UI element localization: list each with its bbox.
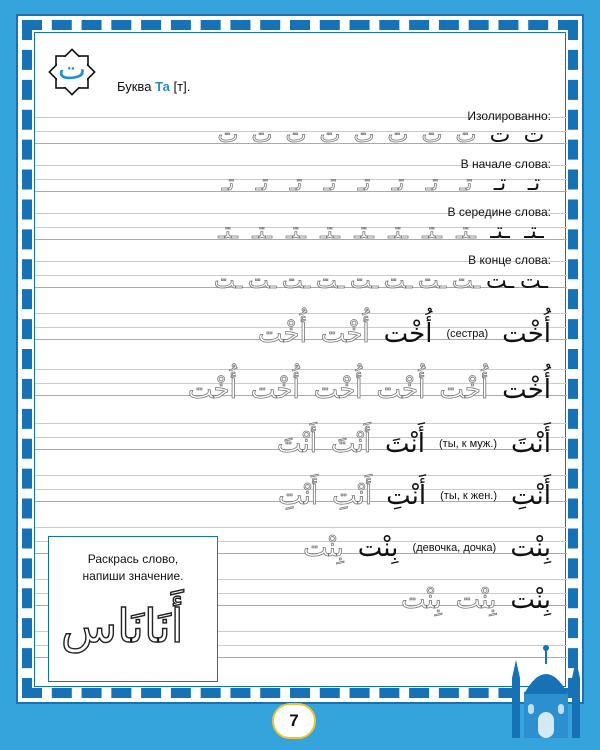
- letter-sample: تـ: [493, 171, 507, 196]
- letter-trace: ـتـ: [286, 219, 306, 244]
- letter-trace: ـتـ: [354, 219, 374, 244]
- letter-trace: ـتـ: [252, 219, 272, 244]
- ruled-line: [35, 423, 567, 424]
- word-row-you-fem: [278, 481, 551, 511]
- word-row-girl: [303, 533, 551, 563]
- letter-sample: ت: [489, 123, 511, 148]
- word-trace: أُخْت: [320, 319, 370, 349]
- letter-trace: ـتـ: [320, 219, 340, 244]
- letter-trace: تـ: [459, 171, 473, 196]
- word-sample: أُخْت: [502, 319, 551, 349]
- letter-sample: تـ: [527, 171, 541, 196]
- word-trace: أُخْت: [188, 375, 237, 405]
- word-trace: أَنْتَ: [331, 429, 372, 459]
- word-trace: بِنْت: [455, 585, 497, 615]
- page-number: 7: [272, 703, 316, 739]
- letter-trace: تـ: [289, 171, 303, 196]
- coloring-instruction: [49, 551, 217, 585]
- coloring-task-box: [48, 536, 218, 682]
- word-sample: أَنْتِ: [511, 481, 551, 511]
- letter-name: Та: [155, 79, 170, 94]
- form-label-initial: В начале слова:: [460, 157, 551, 171]
- word-trace: بِنْت: [401, 585, 442, 615]
- letter-trace: تـ: [357, 171, 371, 196]
- letter-sample: ـتـ: [490, 219, 510, 244]
- letter-sample: ت: [523, 123, 545, 148]
- letter-trace: ـتـ: [388, 219, 408, 244]
- ruled-line: [35, 369, 567, 370]
- instruction-line: напиши значение.: [82, 569, 184, 583]
- word-trace: بِنْت: [303, 533, 344, 563]
- word-meaning: (девочка, дочка): [412, 542, 497, 554]
- letter-trace: ـت: [417, 269, 447, 294]
- ruled-line: [35, 313, 567, 314]
- letter-sample: ـتـ: [524, 219, 544, 244]
- letter-trace: ـتـ: [422, 219, 442, 244]
- word-trace: أَنْتِ: [332, 481, 373, 511]
- word-copy: أَنْتِ: [386, 481, 427, 511]
- word-meaning: (ты, к муж.): [439, 438, 497, 450]
- word-trace: أَنْتِ: [278, 481, 319, 511]
- letter-trace: ـت: [213, 269, 243, 294]
- letter-prefix: Буква: [117, 79, 152, 94]
- word-trace: أُخْت: [439, 375, 489, 405]
- word-copy: أَنْتَ: [385, 429, 426, 459]
- letter-trace: ت: [285, 123, 307, 148]
- letter-trace: تـ: [323, 171, 337, 196]
- letter-trace: ـت: [315, 269, 345, 294]
- letter-trace: ت: [353, 123, 375, 148]
- letter-sample: ـت: [485, 269, 515, 294]
- ruled-line: [35, 475, 567, 476]
- header-letter-glyph: ت: [57, 52, 87, 87]
- word-sample: أُخْت: [502, 375, 551, 405]
- word-meaning: (сестра): [446, 328, 489, 340]
- letter-trace: تـ: [425, 171, 439, 196]
- letter-trace: ت: [319, 123, 341, 148]
- ruled-line: [35, 527, 567, 528]
- word-trace: أُخْت: [250, 375, 300, 405]
- word-sample: بِنْت: [510, 585, 551, 615]
- word-trace: أُخْت: [313, 375, 363, 405]
- letter-sample: ـت: [519, 269, 549, 294]
- form-label-isolated: Изолированно:: [467, 109, 551, 123]
- word-trace: أَنْتَ: [277, 429, 318, 459]
- form-label-medial: В середине слова:: [447, 205, 551, 219]
- letter-trace: تـ: [255, 171, 269, 196]
- letter-trace: ت: [421, 123, 443, 148]
- word-sample: أَنْتَ: [511, 429, 551, 459]
- outline-word-to-color[interactable]: أَنَانَاس: [61, 599, 184, 653]
- word-row-girl-trace: [401, 585, 551, 615]
- form-label-final: В конце слова:: [468, 253, 551, 267]
- word-trace: أُخْت: [376, 375, 426, 405]
- letter-trace: ـت: [451, 269, 481, 294]
- letter-trace: ت: [217, 123, 239, 148]
- letter-trace: ـت: [383, 269, 413, 294]
- word-row-sister-trace: [188, 375, 551, 405]
- instruction-line: Раскрась слово,: [87, 552, 179, 566]
- mosque-icon: [506, 628, 586, 738]
- word-row-you-masc: [277, 429, 551, 459]
- word-row-sister: [258, 319, 551, 349]
- letter-trace: ت: [251, 123, 273, 148]
- letter-trace: تـ: [391, 171, 405, 196]
- word-sample: بِنْت: [510, 533, 551, 563]
- letter-trace: ـت: [349, 269, 379, 294]
- letter-trace: ـتـ: [218, 219, 238, 244]
- letter-trace: تـ: [221, 171, 235, 196]
- word-trace: أُخْت: [257, 319, 307, 349]
- letter-trace: ـتـ: [456, 219, 476, 244]
- letter-trace: ـت: [281, 269, 311, 294]
- letter-title: [117, 79, 190, 94]
- word-copy: أُخْت: [383, 319, 433, 349]
- letter-row-isolated: [211, 123, 551, 148]
- letter-transcription: [т].: [173, 79, 191, 94]
- letter-row-medial: [211, 219, 551, 244]
- word-copy: بِنْت: [357, 533, 399, 563]
- letter-trace: ت: [387, 123, 409, 148]
- letter-trace: ـت: [247, 269, 277, 294]
- letter-row-final: [211, 269, 551, 294]
- letter-trace: ت: [455, 123, 477, 148]
- letter-row-initial: [211, 171, 551, 196]
- word-meaning: (ты, к жен.): [440, 490, 497, 502]
